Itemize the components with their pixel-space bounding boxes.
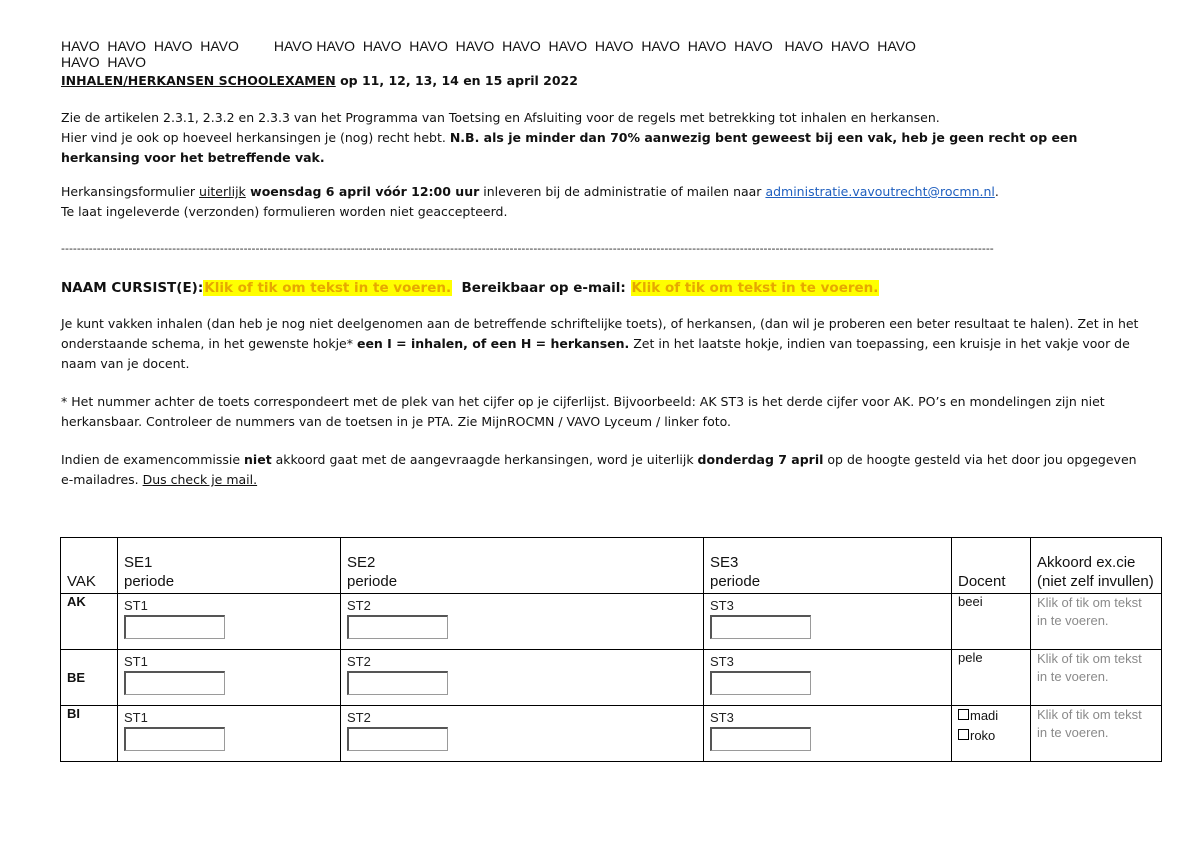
st1-input[interactable] [124, 671, 225, 695]
vak-cell: BE [61, 650, 118, 706]
title-dates: op 11, 12, 13, 14 en 15 april 2022 [335, 73, 578, 88]
st3-input[interactable] [710, 615, 811, 639]
st1-input[interactable] [124, 727, 225, 751]
p3-text-b: akkoord gaat met de aangevraagde herkansingen, word je uiterlijk [271, 452, 698, 467]
header-se3 [704, 538, 952, 594]
table-row [61, 594, 1162, 650]
table-row [61, 706, 1162, 762]
document-title [61, 72, 1151, 90]
st3-label: ST3 [710, 598, 734, 613]
student-info [61, 278, 1151, 298]
header-se1 [118, 538, 341, 594]
document-page [61, 38, 1151, 490]
title-underlined: INHALEN/HERKANSEN SCHOOLEXAMEN [61, 73, 336, 88]
student-name-field[interactable]: Klik of tik om tekst in te voeren. [204, 280, 452, 296]
header-se3-label: SE3 [710, 554, 739, 571]
docent-option-label: roko [970, 728, 996, 743]
intro-line-2 [61, 128, 1151, 168]
st3-label: ST3 [710, 654, 734, 669]
table-row [61, 650, 1162, 706]
separator-line: ------------------------------------------------------------------------------------------------------------------------------------------------------------------------------------------------------------------------------------------- [61, 242, 994, 255]
st1-cell [118, 706, 341, 762]
st1-cell [118, 650, 341, 706]
instructions-paragraph-1 [61, 314, 1151, 374]
header-se1-label: SE1 [124, 554, 153, 571]
st1-label: ST1 [124, 598, 148, 613]
table-header-row [61, 538, 1162, 594]
late-note: Te laat ingeleverde (verzonden) formulieren worden niet geaccepteerd. [61, 204, 508, 219]
deadline-date: woensdag 6 april vóór 12:00 uur [245, 184, 480, 199]
instructions-paragraph-2: * Het nummer achter de toets correspondeert met de plek van het cijfer op je cijferlijst. Bijvoorbeeld: AK ST3 is het derde cijfer voor AK. PO’s en mondelingen zijn niet herkansbaar. Controleer de nummers van de toetsen in je PTA. Zie MijnROCMN / VAVO Lyceum / linker foto. [61, 394, 1105, 429]
instructions-p1-end: Zet in het laatste hokje, indien van toepassing, een kruisje in het vakje voor de naam van je docent. [61, 336, 1130, 371]
havo-banner-line-1: HAVO HAVO HAVO HAVO HAVO HAVO HAVO HAVO HAVO HAVO HAVO HAVO HAVO HAVO HAVO HAVO HAVO HAVO [61, 38, 916, 54]
admin-email-link[interactable]: administratie.vavoutrecht@rocmn.nl [765, 184, 995, 199]
p3-text-a: Indien de examencommissie [61, 452, 245, 467]
deadline-prefix: Herkansingsformulier [61, 184, 200, 199]
header-se2-periode: periode [347, 573, 398, 590]
st2-label: ST2 [347, 654, 371, 669]
st1-label: ST1 [124, 654, 148, 669]
instructions-paragraph-3 [61, 450, 1151, 490]
docent-cell: pele [952, 650, 1031, 706]
st2-cell [341, 706, 704, 762]
intro-warning: N.B. als je minder dan 70% aanwezig bent geweest bij een vak, heb je geen recht op een herkansing voor het betreffende vak. [61, 130, 1078, 165]
docent-option-roko[interactable] [958, 726, 1024, 746]
deadline-uiterlijk: uiterlijk [199, 184, 246, 199]
st2-input[interactable] [347, 615, 448, 639]
header-docent: Docent [952, 538, 1031, 594]
intro-line-1: Zie de artikelen 2.3.1, 2.3.2 en 2.3.3 van het Programma van Toetsing en Afsluiting voor de regels met betrekking tot inhalen en herkansen. [61, 110, 940, 125]
intro-line-2-text: Hier vind je ook op hoeveel herkansingen je (nog) recht hebt. [61, 130, 450, 145]
resit-table [60, 537, 1162, 762]
contact-email-label: Bereikbaar op e-mail: [461, 280, 631, 296]
header-vak: VAK [61, 538, 118, 594]
p3-check-mail: Dus check je mail. [142, 472, 258, 487]
st3-cell [704, 706, 952, 762]
contact-email-field[interactable]: Klik of tik om tekst in te voeren. [631, 280, 879, 296]
header-akkoord: Akkoord ex.cie (niet zelf invullen) [1031, 538, 1162, 594]
checkbox-icon[interactable] [958, 709, 969, 720]
st3-input[interactable] [710, 671, 811, 695]
st3-cell [704, 650, 952, 706]
docent-option-madi[interactable] [958, 706, 1024, 726]
st1-label: ST1 [124, 710, 148, 725]
st3-input[interactable] [710, 727, 811, 751]
deadline-suffix: . [994, 184, 999, 199]
docent-option-label: madi [970, 708, 999, 723]
st3-label: ST3 [710, 710, 734, 725]
p3-text-c: op de hoogte gesteld via het door jou opgegeven e-mailadres. [61, 452, 1137, 487]
docent-cell [952, 706, 1031, 762]
vak-cell: AK [61, 594, 118, 650]
header-se1-periode: periode [124, 573, 175, 590]
instructions-p1-text: Je kunt vakken inhalen (dan heb je nog niet deelgenomen aan de betreffende schriftelijke toets), of herkansen, (dan wil je proberen een beter resultaat te halen). Zet in het onderstaande schema, in het gewenste hokje* [61, 316, 1139, 351]
instructions-p1-bold: een I = inhalen, of een H = herkansen. [356, 336, 630, 351]
akkoord-field[interactable]: Klik of tik om tekst in te voeren. [1031, 594, 1162, 650]
st2-label: ST2 [347, 598, 371, 613]
st1-cell [118, 594, 341, 650]
havo-banner-line-2: HAVO HAVO [61, 54, 147, 70]
st1-input[interactable] [124, 615, 225, 639]
header-se2 [341, 538, 704, 594]
p3-date: donderdag 7 april [697, 452, 824, 467]
st2-input[interactable] [347, 727, 448, 751]
deadline-middle: inleveren bij de administratie of mailen naar [479, 184, 766, 199]
akkoord-field[interactable]: Klik of tik om tekst in te voeren. [1031, 650, 1162, 706]
st2-input[interactable] [347, 671, 448, 695]
st2-label: ST2 [347, 710, 371, 725]
student-name-label: NAAM CURSIST(E): [61, 280, 204, 296]
checkbox-icon[interactable] [958, 729, 969, 740]
st3-cell [704, 594, 952, 650]
st2-cell [341, 650, 704, 706]
header-se3-periode: periode [710, 573, 761, 590]
akkoord-field[interactable]: Klik of tik om tekst in te voeren. [1031, 706, 1162, 762]
p3-niet: niet [244, 452, 272, 467]
deadline-paragraph [61, 182, 1151, 202]
st2-cell [341, 594, 704, 650]
vak-cell: BI [61, 706, 118, 762]
docent-cell: beei [952, 594, 1031, 650]
header-se2-label: SE2 [347, 554, 376, 571]
